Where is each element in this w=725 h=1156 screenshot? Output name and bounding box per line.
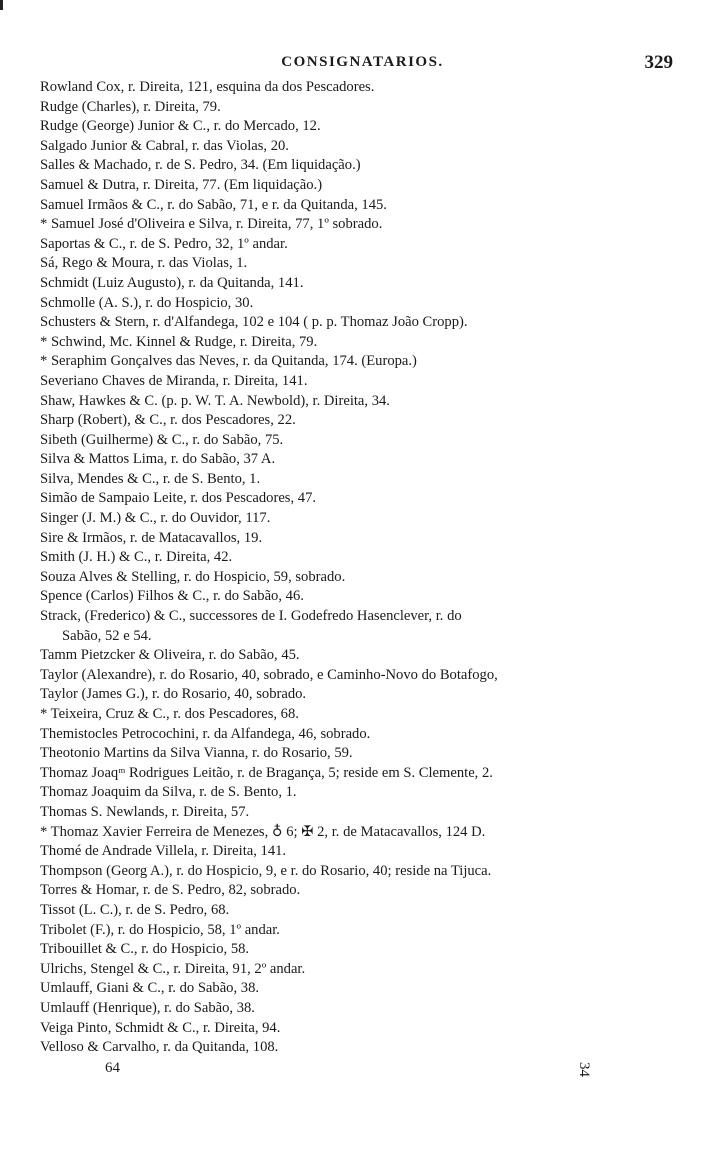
list-item-continuation: Sabão, 52 e 54.	[62, 627, 152, 644]
list-item: Thomé de Andrade Villela, r. Direita, 141.	[40, 843, 287, 860]
list-item: * Samuel José d'Oliveira e Silva, r. Direita, 77, 1º sobrado.	[40, 216, 383, 233]
list-item: Severiano Chaves de Miranda, r. Direita, 141.	[40, 372, 308, 389]
list-item: Sá, Rego & Moura, r. das Violas, 1.	[40, 255, 248, 272]
list-item: Schmidt (Luiz Augusto), r. da Quitanda, 141.	[40, 274, 304, 291]
list-item: Tamm Pietzcker & Oliveira, r. do Sabão, 45.	[40, 647, 300, 664]
list-item: Salles & Machado, r. de S. Pedro, 34. (Em liquidação.)	[40, 157, 361, 174]
list-item: Theotonio Martins da Silva Vianna, r. do Rosario, 59.	[40, 745, 353, 762]
list-item: Umlauff (Henrique), r. do Sabão, 38.	[40, 999, 255, 1016]
list-item: Silva, Mendes & C., r. de S. Bento, 1.	[40, 470, 261, 487]
list-item: * Schwind, Mc. Kinnel & Rudge, r. Direita, 79.	[40, 333, 318, 350]
list-item: Veiga Pinto, Schmidt & C., r. Direita, 94.	[40, 1019, 281, 1036]
list-item: Saportas & C., r. de S. Pedro, 32, 1º andar.	[40, 235, 288, 252]
list-item: Umlauff, Giani & C., r. do Sabão, 38.	[40, 980, 260, 997]
list-item: Silva & Mattos Lima, r. do Sabão, 37 A.	[40, 451, 276, 468]
page-header	[0, 52, 725, 76]
list-item: Schusters & Stern, r. d'Alfandega, 102 e 104 ( p. p. Thomaz João Cropp).	[40, 314, 468, 331]
list-item: * Thomaz Xavier Ferreira de Menezes, ♁ 6; ✠ 2, r. de Matacavallos, 124 D.	[40, 823, 486, 840]
consignee-list	[40, 78, 672, 1058]
list-item: Rudge (George) Junior & C., r. do Mercado, 12.	[40, 118, 321, 135]
list-item: * Teixeira, Cruz & C., r. dos Pescadores, 68.	[40, 706, 299, 722]
list-item: Thomaz Joaquim da Silva, r. de S. Bento, 1.	[40, 784, 297, 801]
signature-mark: 64	[105, 1060, 120, 1076]
page-number: 329	[644, 52, 673, 73]
list-item: Taylor (James G.), r. do Rosario, 40, sobrado.	[40, 686, 307, 703]
list-item: Thompson (Georg A.), r. do Hospicio, 9, e r. do Rosario, 40; reside na Tijuca.	[40, 862, 492, 879]
list-item: Samuel Irmãos & C., r. do Sabão, 71, e r. da Quitanda, 145.	[40, 196, 387, 213]
page-title: CONSIGNATARIOS.	[281, 54, 444, 70]
list-item: Tribouillet & C., r. do Hospicio, 58.	[40, 941, 250, 958]
list-item: Salgado Junior & Cabral, r. das Violas, 20.	[40, 137, 289, 154]
list-item: Thomas S. Newlands, r. Direita, 57.	[40, 803, 250, 820]
list-item: Shaw, Hawkes & C. (p. p. W. T. A. Newbold), r. Direita, 34.	[40, 392, 390, 409]
list-item: Schmolle (A. S.), r. do Hospicio, 30.	[40, 294, 254, 311]
list-item: Velloso & Carvalho, r. da Quitanda, 108.	[40, 1039, 279, 1056]
sheet-mark: 34	[576, 1062, 592, 1077]
list-item: Strack, (Frederico) & C., successores de I. Godefredo Hasenclever, r. do	[40, 608, 462, 625]
list-item: * Seraphim Gonçalves das Neves, r. da Quitanda, 174. (Europa.)	[40, 353, 417, 370]
list-item: Tissot (L. C.), r. de S. Pedro, 68.	[40, 901, 230, 918]
list-item: Spence (Carlos) Filhos & C., r. do Sabão, 46.	[40, 588, 304, 605]
list-item: Rudge (Charles), r. Direita, 79.	[40, 98, 221, 115]
print-mark	[0, 0, 3, 10]
list-item: Samuel & Dutra, r. Direita, 77. (Em liquidação.)	[40, 176, 323, 193]
list-item: Thomaz Joaqᵐ Rodrigues Leitão, r. de Bragança, 5; reside em S. Clemente, 2.	[40, 764, 493, 781]
list-item: Sibeth (Guilherme) & C., r. do Sabão, 75.	[40, 431, 284, 448]
list-item: Rowland Cox, r. Direita, 121, esquina da dos Pescadores.	[40, 79, 375, 95]
list-item: Smith (J. H.) & C., r. Direita, 42.	[40, 549, 233, 566]
list-item: Themistocles Petrocochini, r. da Alfandega, 46, sobrado.	[40, 725, 371, 742]
list-item: Ulrichs, Stengel & C., r. Direita, 91, 2º andar.	[40, 960, 306, 977]
list-item: Souza Alves & Stelling, r. do Hospicio, 59, sobrado.	[40, 568, 346, 585]
list-item: Simão de Sampaio Leite, r. dos Pescadores, 47.	[40, 490, 317, 507]
list-item: Torres & Homar, r. de S. Pedro, 82, sobrado.	[40, 882, 301, 899]
list-item: Singer (J. M.) & C., r. do Ouvidor, 117.	[40, 510, 271, 527]
list-item: Tribolet (F.), r. do Hospicio, 58, 1º andar.	[40, 921, 280, 938]
list-item: Taylor (Alexandre), r. do Rosario, 40, sobrado, e Caminho-Novo do Botafogo,	[40, 666, 498, 683]
list-item: Sharp (Robert), & C., r. dos Pescadores, 22.	[40, 412, 296, 429]
list-item: Sire & Irmãos, r. de Matacavallos, 19.	[40, 529, 263, 546]
